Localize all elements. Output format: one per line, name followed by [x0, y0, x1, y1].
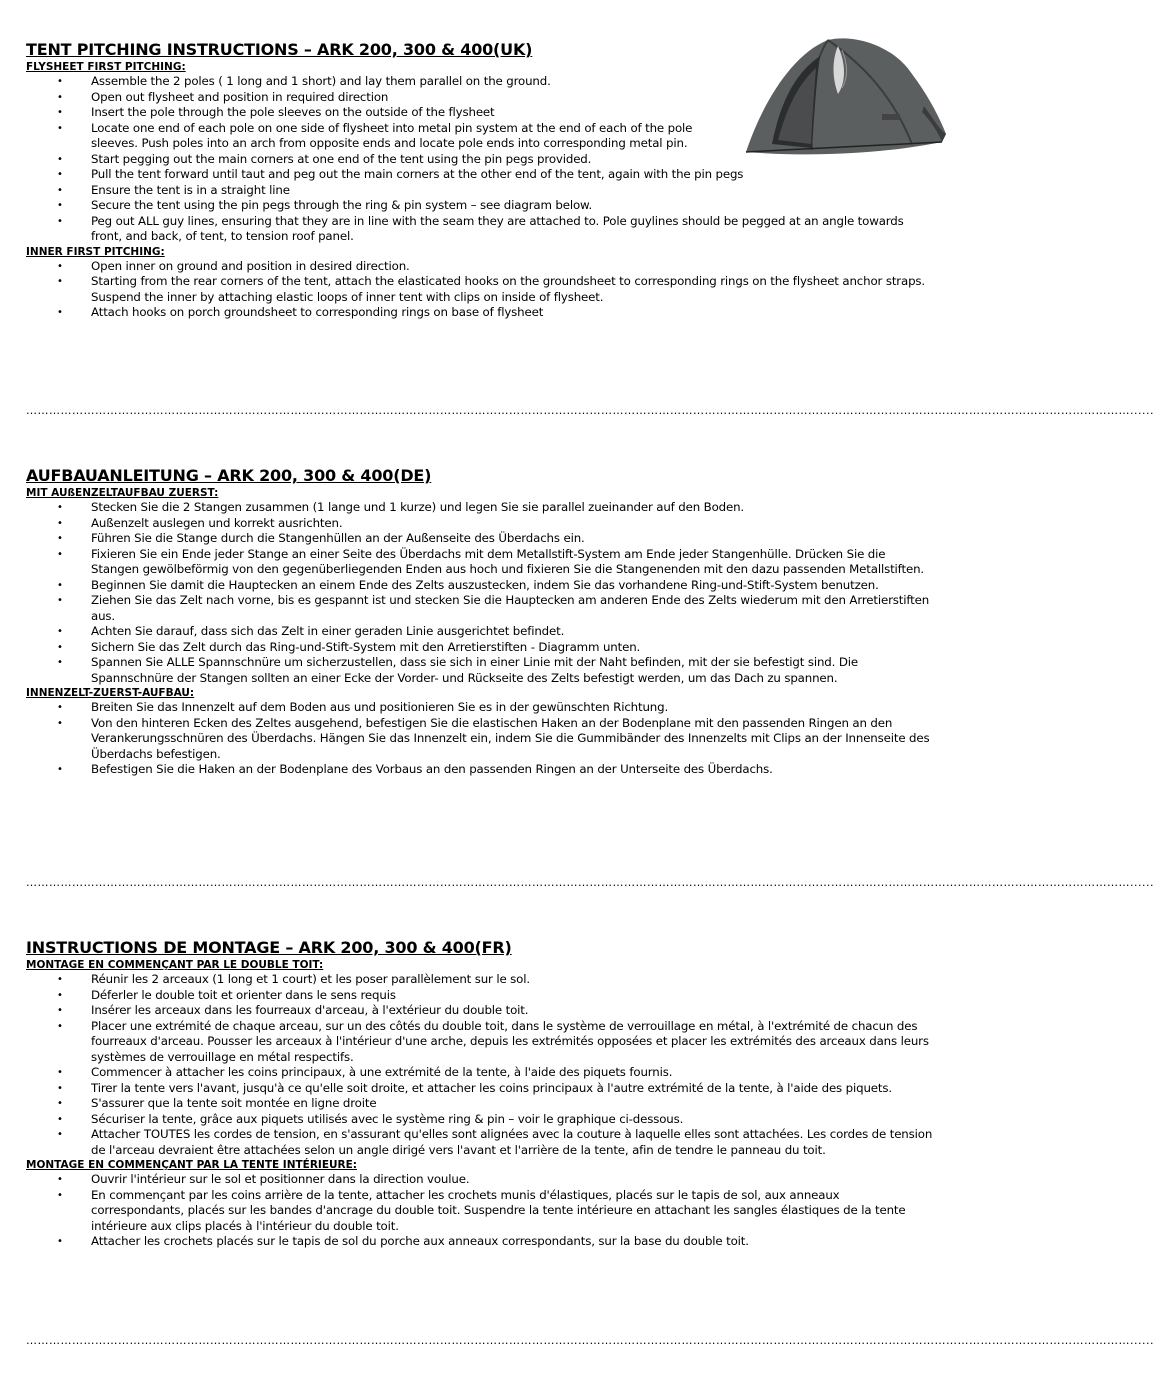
fr-inner-list — [26, 1172, 936, 1250]
separator-line: ………………………………………………………………………………………………………………………………………………………………………………………………………………………………………………………………...... — [26, 876, 1154, 889]
list-item: • Ouvrir l'intérieur sur le sol et positionner dans la direction voulue. — [26, 1172, 936, 1188]
de-section — [26, 466, 936, 778]
list-item: • Pull the tent forward until taut and peg out the main corners at the other end of the tent, again with the pin pegs — [26, 167, 936, 183]
uk-flysheet-heading: FLYSHEET FIRST PITCHING: — [26, 61, 186, 73]
list-item: • Assemble the 2 poles ( 1 long and 1 short) and lay them parallel on the ground. — [26, 74, 936, 90]
uk-flysheet-list — [26, 74, 936, 245]
de-inner-list — [26, 700, 936, 778]
list-item: • Attach hooks on porch groundsheet to corresponding rings on base of flysheet — [26, 305, 936, 321]
list-item: • Beginnen Sie damit die Hauptecken an einem Ende des Zelts auszustecken, indem Sie das vorhandene Ring-und-Stift-System benutzen. — [26, 578, 936, 594]
list-item: • Breiten Sie das Innenzelt auf dem Boden aus und positionieren Sie es in der gewünschten Richtung. — [26, 700, 936, 716]
uk-title: TENT PITCHING INSTRUCTIONS – ARK 200, 300 & 400(UK) — [26, 40, 533, 59]
list-item: • Fixieren Sie ein Ende jeder Stange an einer Seite des Überdachs mit dem Metallstift-System am Ende jeder Stangenhülle. Drücken Sie die Stangen gewölbeförmig von den gegenüberliegenden Enden aus hoch und fixieren Sie die Stangenenden mit den dazu passenden Metallstiften. — [26, 547, 936, 578]
separator-line: ………………………………………………………………………………………………………………………………………………………………………………………………………………………………………………………………...... — [26, 1334, 1154, 1347]
de-inner-heading: INNENZELT-ZUERST-AUFBAU: — [26, 687, 195, 699]
list-item: • En commençant par les coins arrière de la tente, attacher les crochets munis d'élastiques, placés sur le tapis de sol, aux anneaux correspondants, placés sur les bandes d'ancrage du double toit. Suspendre la tente intérieure en attachant les sangles élastiques de la tente intérieure aux clips placés à l'intérieur du double toit. — [26, 1188, 936, 1235]
list-item: • Peg out ALL guy lines, ensuring that they are in line with the seam they are attached to. Pole guylines should be pegged at an angle towards front, and back, of tent, to tension roof panel. — [26, 214, 936, 245]
separator-line: ………………………………………………………………………………………………………………………………………………………………………………………………………………………………………………………………...... — [26, 404, 1154, 417]
list-item: • Commencer à attacher les coins principaux, à une extrémité de la tente, à l'aide des piquets fournis. — [26, 1065, 936, 1081]
fr-inner-heading: MONTAGE EN COMMENÇANT PAR LA TENTE INTÉRIEURE: — [26, 1159, 357, 1171]
list-item: • Tirer la tente vers l'avant, jusqu'à ce qu'elle soit droite, et attacher les coins principaux à l'autre extrémité de la tente, à l'aide des piquets. — [26, 1081, 936, 1097]
list-item: • Start pegging out the main corners at one end of the tent using the pin pegs provided. — [26, 152, 936, 168]
uk-section — [26, 40, 936, 321]
list-item: • Führen Sie die Stange durch die Stangenhüllen an der Außenseite des Überdachs ein. — [26, 531, 936, 547]
list-item: • Réunir les 2 arceaux (1 long et 1 court) et les poser parallèlement sur le sol. — [26, 972, 936, 988]
list-item: • S'assurer que la tente soit montée en ligne droite — [26, 1096, 936, 1112]
list-item: • Open out flysheet and position in required direction — [26, 90, 936, 106]
fr-flysheet-heading: MONTAGE EN COMMENÇANT PAR LE DOUBLE TOIT: — [26, 959, 324, 971]
list-item: • Sichern Sie das Zelt durch das Ring-und-Stift-System mit den Arretierstiften - Diagramm unten. — [26, 640, 936, 656]
list-item: • Insérer les arceaux dans les fourreaux d'arceau, à l'extérieur du double toit. — [26, 1003, 936, 1019]
list-item: • Insert the pole through the pole sleeves on the outside of the flysheet — [26, 105, 936, 121]
de-flysheet-heading: MIT AUßENZELTAUFBAU ZUERST: — [26, 487, 219, 499]
list-item: • Befestigen Sie die Haken an der Bodenplane des Vorbaus an den passenden Ringen an der Unterseite des Überdachs. — [26, 762, 936, 778]
list-item: • Placer une extrémité de chaque arceau, sur un des côtés du double toit, dans le système de verrouillage en métal, à l'extrémité de chacun des fourreaux d'arceau. Pousser les arceaux à l'intérieur d'une arche, depuis les extrémités opposées et placer les extrémités des arceaux dans leurs systèmes de verrouillage en métal respectifs. — [26, 1019, 936, 1066]
list-item: • Ziehen Sie das Zelt nach vorne, bis es gespannt ist und stecken Sie die Hauptecken am anderen Ende des Zelts wiederum mit den Arretierstiften aus. — [26, 593, 936, 624]
list-item: • Sécuriser la tente, grâce aux piquets utilisés avec le système ring & pin – voir le graphique ci-dessous. — [26, 1112, 936, 1128]
list-item: • Déferler le double toit et orienter dans le sens requis — [26, 988, 936, 1004]
uk-inner-list — [26, 259, 936, 321]
list-item: • Secure the tent using the pin pegs through the ring & pin system – see diagram below. — [26, 198, 936, 214]
list-item: • Außenzelt auslegen und korrekt ausrichten. — [26, 516, 936, 532]
list-item: • Starting from the rear corners of the tent, attach the elasticated hooks on the groundsheet to corresponding rings on the flysheet anchor straps. Suspend the inner by attaching elastic loops of inner tent with clips on inside of flysheet. — [26, 274, 936, 305]
uk-inner-heading: INNER FIRST PITCHING: — [26, 245, 165, 258]
list-item: • Attacher TOUTES les cordes de tension, en s'assurant qu'elles sont alignées avec la couture à laquelle elles sont attachées. Les cordes de tension de l'arceau devraient être attachées selon un angle dirigé vers l'avant et l'arrière de la tente, afin de tendre le panneau du toit. — [26, 1127, 936, 1158]
de-title: AUFBAUANLEITUNG – ARK 200, 300 & 400(DE) — [26, 466, 432, 485]
list-item: • Attacher les crochets placés sur le tapis de sol du porche aux anneaux correspondants, sur la base du double toit. — [26, 1234, 936, 1250]
list-item: • Von den hinteren Ecken des Zeltes ausgehend, befestigen Sie die elastischen Haken an der Bodenplane mit den passenden Ringen an den Verankerungsschnüren des Überdachs. Hängen Sie das Innenzelt ein, indem Sie die Gummibänder des Innenzelts mit Clips an der Innenseite des Überdachs befestigen. — [26, 716, 936, 763]
list-item: • Stecken Sie die 2 Stangen zusammen (1 lange und 1 kurze) und legen Sie sie parallel zueinander auf den Boden. — [26, 500, 936, 516]
fr-section — [26, 938, 936, 1250]
fr-title: INSTRUCTIONS DE MONTAGE – ARK 200, 300 & 400(FR) — [26, 938, 512, 957]
fr-flysheet-list — [26, 972, 936, 1158]
list-item: • Locate one end of each pole on one side of flysheet into metal pin system at the end of each of the pole sleeves. Push poles into an arch from opposite ends and locate pole ends into corresponding metal pin. — [26, 121, 936, 152]
list-item: • Open inner on ground and position in desired direction. — [26, 259, 936, 275]
de-flysheet-list — [26, 500, 936, 686]
list-item: • Spannen Sie ALLE Spannschnüre um sicherzustellen, dass sie sich in einer Linie mit der Naht befinden, mit der sie befestigt sind. Die Spannschnüre der Stangen sollten an einer Ecke der Vorder- und Rückseite des Zelts befestigt werden, um das Dach zu spannen. — [26, 655, 936, 686]
list-item: • Ensure the tent is in a straight line — [26, 183, 936, 199]
list-item: • Achten Sie darauf, dass sich das Zelt in einer geraden Linie ausgerichtet befindet. — [26, 624, 936, 640]
